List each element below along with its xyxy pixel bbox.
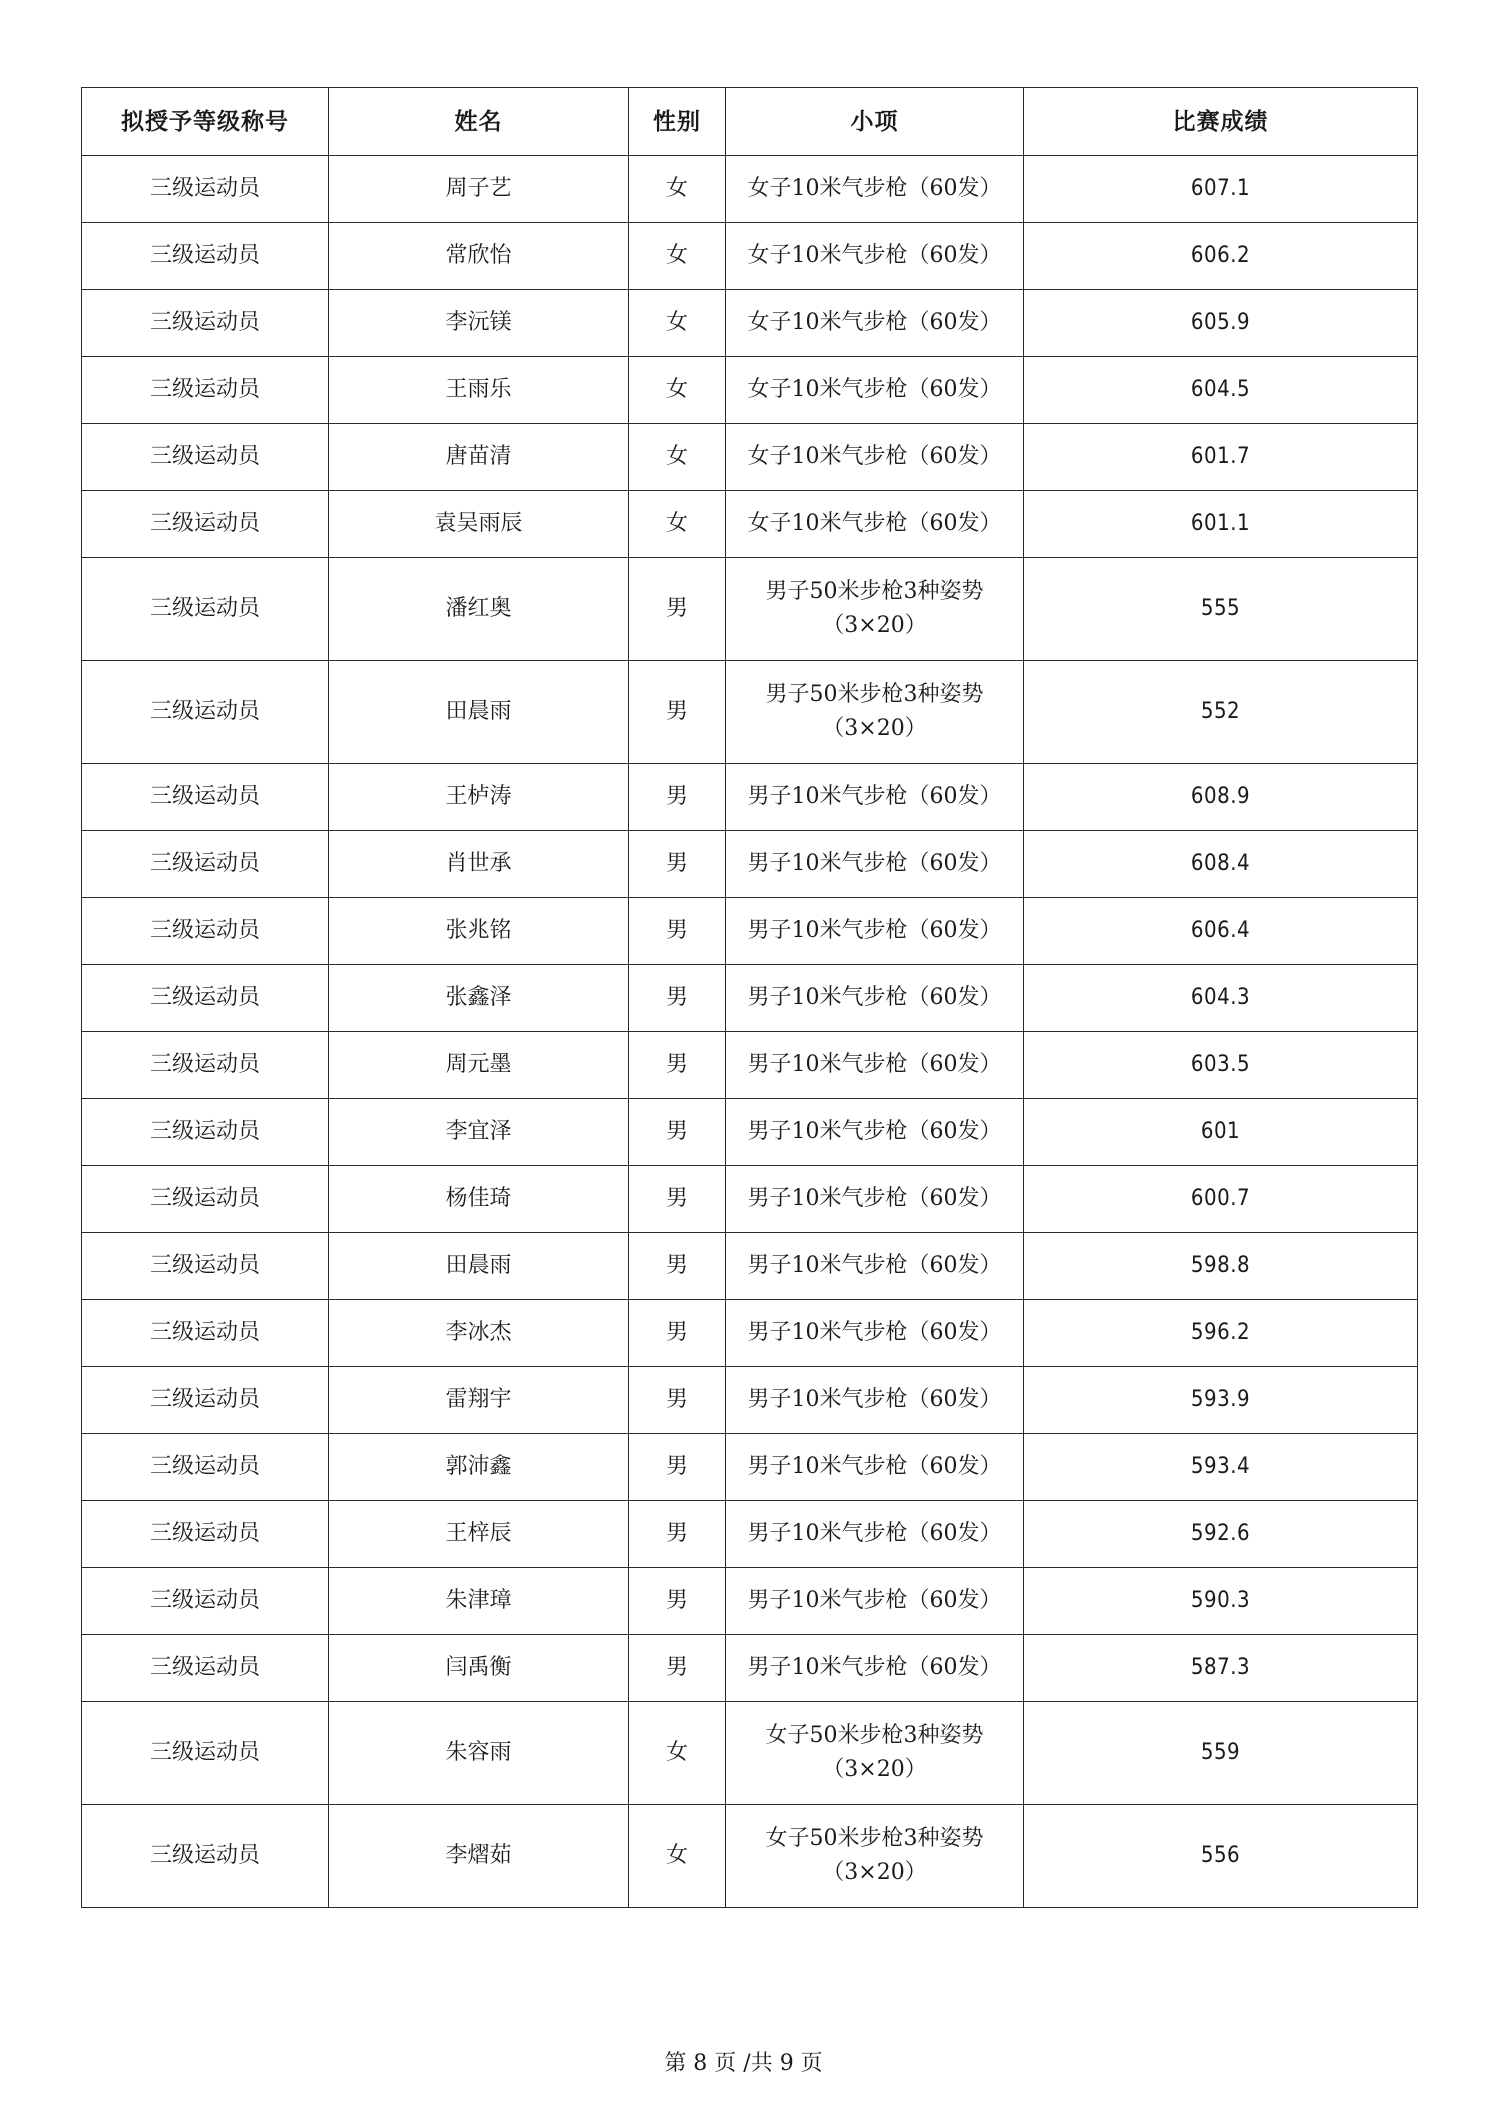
table-row xyxy=(82,357,1418,424)
cell-event xyxy=(726,156,1024,223)
cell-name: 潘红奥 xyxy=(329,558,629,661)
event-line-1: 男子10米气步枪（60发） xyxy=(747,1119,1002,1144)
cell-event xyxy=(726,491,1024,558)
table-row xyxy=(82,558,1418,661)
table-row xyxy=(82,223,1418,290)
cell-event xyxy=(726,1166,1024,1233)
table-row xyxy=(82,831,1418,898)
cell-event xyxy=(726,1233,1024,1300)
event-line-1: 男子10米气步枪（60发） xyxy=(747,1454,1002,1479)
table-row xyxy=(82,1568,1418,1635)
cell-score: 600.7 xyxy=(1024,1166,1418,1233)
cell-score: 590.3 xyxy=(1024,1568,1418,1635)
cell-gender: 男 xyxy=(629,1434,726,1501)
cell-score: 604.3 xyxy=(1024,965,1418,1032)
cell-gender: 男 xyxy=(629,1032,726,1099)
cell-name: 李沅镁 xyxy=(329,290,629,357)
cell-score: 608.9 xyxy=(1024,764,1418,831)
cell-score: 592.6 xyxy=(1024,1501,1418,1568)
table-row xyxy=(82,1367,1418,1434)
event-line-1: 男子10米气步枪（60发） xyxy=(747,851,1002,876)
cell-event xyxy=(726,1501,1024,1568)
cell-gender: 男 xyxy=(629,1568,726,1635)
cell-gender: 女 xyxy=(629,290,726,357)
cell-gender: 男 xyxy=(629,831,726,898)
header-score: 比赛成绩 xyxy=(1024,88,1418,156)
table-row xyxy=(82,661,1418,764)
cell-level: 三级运动员 xyxy=(82,831,329,898)
cell-level: 三级运动员 xyxy=(82,898,329,965)
cell-event xyxy=(726,831,1024,898)
table-row xyxy=(82,1702,1418,1805)
table-row xyxy=(82,764,1418,831)
cell-event xyxy=(726,357,1024,424)
page-number: 第 8 页 /共 9 页 xyxy=(664,2051,823,2076)
cell-event xyxy=(726,223,1024,290)
event-line-1: 女子10米气步枪（60发） xyxy=(747,377,1002,402)
event-line-1: 男子10米气步枪（60发） xyxy=(747,1521,1002,1546)
cell-event xyxy=(726,1367,1024,1434)
cell-event xyxy=(726,290,1024,357)
cell-gender: 男 xyxy=(629,1300,726,1367)
cell-level: 三级运动员 xyxy=(82,1099,329,1166)
cell-name: 常欣怡 xyxy=(329,223,629,290)
cell-event xyxy=(726,1702,1024,1805)
table-row xyxy=(82,1501,1418,1568)
cell-event xyxy=(726,965,1024,1032)
event-line-1: 男子10米气步枪（60发） xyxy=(747,784,1002,809)
cell-name: 唐苗清 xyxy=(329,424,629,491)
cell-score: 593.4 xyxy=(1024,1434,1418,1501)
cell-name: 周子艺 xyxy=(329,156,629,223)
table-row xyxy=(82,965,1418,1032)
cell-level: 三级运动员 xyxy=(82,491,329,558)
table-row xyxy=(82,1233,1418,1300)
event-line-1: 女子50米步枪3种姿势 xyxy=(765,1723,984,1748)
table-body xyxy=(82,156,1418,1908)
table-row xyxy=(82,156,1418,223)
cell-score: 607.1 xyxy=(1024,156,1418,223)
cell-event xyxy=(726,1635,1024,1702)
cell-gender: 男 xyxy=(629,965,726,1032)
cell-level: 三级运动员 xyxy=(82,1434,329,1501)
cell-event xyxy=(726,424,1024,491)
cell-level: 三级运动员 xyxy=(82,1635,329,1702)
cell-name: 周元墨 xyxy=(329,1032,629,1099)
event-line-1: 女子10米气步枪（60发） xyxy=(747,310,1002,335)
cell-gender: 女 xyxy=(629,491,726,558)
cell-name: 田晨雨 xyxy=(329,661,629,764)
event-line-2: （3×20） xyxy=(822,613,927,638)
cell-event xyxy=(726,898,1024,965)
cell-gender: 女 xyxy=(629,1702,726,1805)
cell-gender: 男 xyxy=(629,1635,726,1702)
cell-name: 张兆铭 xyxy=(329,898,629,965)
cell-name: 王雨乐 xyxy=(329,357,629,424)
cell-gender: 女 xyxy=(629,424,726,491)
cell-name: 袁吴雨辰 xyxy=(329,491,629,558)
table-row xyxy=(82,1032,1418,1099)
cell-gender: 女 xyxy=(629,223,726,290)
cell-gender: 男 xyxy=(629,1166,726,1233)
cell-score: 608.4 xyxy=(1024,831,1418,898)
table-row xyxy=(82,898,1418,965)
header-name: 姓名 xyxy=(329,88,629,156)
cell-name: 肖世承 xyxy=(329,831,629,898)
cell-event xyxy=(726,1300,1024,1367)
cell-event xyxy=(726,764,1024,831)
event-line-2: （3×20） xyxy=(822,1860,927,1885)
cell-name: 李熠茹 xyxy=(329,1805,629,1908)
event-line-1: 女子10米气步枪（60发） xyxy=(747,243,1002,268)
cell-level: 三级运动员 xyxy=(82,965,329,1032)
cell-gender: 男 xyxy=(629,1501,726,1568)
event-line-1: 男子10米气步枪（60发） xyxy=(747,1588,1002,1613)
cell-gender: 男 xyxy=(629,558,726,661)
cell-level: 三级运动员 xyxy=(82,1805,329,1908)
event-line-2: （3×20） xyxy=(822,716,927,741)
event-line-1: 女子10米气步枪（60发） xyxy=(747,511,1002,536)
cell-name: 朱容雨 xyxy=(329,1702,629,1805)
cell-level: 三级运动员 xyxy=(82,1032,329,1099)
cell-name: 李冰杰 xyxy=(329,1300,629,1367)
cell-level: 三级运动员 xyxy=(82,661,329,764)
cell-event xyxy=(726,558,1024,661)
cell-name: 田晨雨 xyxy=(329,1233,629,1300)
cell-gender: 女 xyxy=(629,357,726,424)
cell-level: 三级运动员 xyxy=(82,357,329,424)
cell-event xyxy=(726,1568,1024,1635)
table-row xyxy=(82,491,1418,558)
cell-level: 三级运动员 xyxy=(82,1233,329,1300)
cell-score: 587.3 xyxy=(1024,1635,1418,1702)
cell-score: 604.5 xyxy=(1024,357,1418,424)
header-level: 拟授予等级称号 xyxy=(82,88,329,156)
cell-score: 552 xyxy=(1024,661,1418,764)
cell-score: 606.4 xyxy=(1024,898,1418,965)
cell-level: 三级运动员 xyxy=(82,290,329,357)
cell-name: 王梓辰 xyxy=(329,1501,629,1568)
table-row xyxy=(82,1434,1418,1501)
cell-score: 598.8 xyxy=(1024,1233,1418,1300)
event-line-1: 男子10米气步枪（60发） xyxy=(747,1052,1002,1077)
event-line-1: 男子10米气步枪（60发） xyxy=(747,985,1002,1010)
cell-score: 559 xyxy=(1024,1702,1418,1805)
cell-score: 606.2 xyxy=(1024,223,1418,290)
event-line-1: 男子50米步枪3种姿势 xyxy=(765,579,984,604)
table-row xyxy=(82,1805,1418,1908)
cell-score: 556 xyxy=(1024,1805,1418,1908)
table-row xyxy=(82,1099,1418,1166)
cell-gender: 女 xyxy=(629,156,726,223)
event-line-1: 女子10米气步枪（60发） xyxy=(747,176,1002,201)
cell-name: 郭沛鑫 xyxy=(329,1434,629,1501)
athlete-grade-table xyxy=(81,87,1418,1908)
cell-level: 三级运动员 xyxy=(82,764,329,831)
cell-score: 601.1 xyxy=(1024,491,1418,558)
cell-name: 王栌涛 xyxy=(329,764,629,831)
event-line-1: 男子10米气步枪（60发） xyxy=(747,1655,1002,1680)
cell-level: 三级运动员 xyxy=(82,424,329,491)
event-line-1: 男子10米气步枪（60发） xyxy=(747,1253,1002,1278)
cell-level: 三级运动员 xyxy=(82,156,329,223)
header-gender: 性别 xyxy=(629,88,726,156)
cell-level: 三级运动员 xyxy=(82,1367,329,1434)
cell-level: 三级运动员 xyxy=(82,558,329,661)
cell-level: 三级运动员 xyxy=(82,1300,329,1367)
cell-event xyxy=(726,661,1024,764)
event-line-1: 男子10米气步枪（60发） xyxy=(747,918,1002,943)
cell-event xyxy=(726,1032,1024,1099)
table-row xyxy=(82,290,1418,357)
event-line-1: 男子10米气步枪（60发） xyxy=(747,1387,1002,1412)
event-line-1: 男子50米步枪3种姿势 xyxy=(765,682,984,707)
cell-name: 雷翔宇 xyxy=(329,1367,629,1434)
cell-score: 605.9 xyxy=(1024,290,1418,357)
cell-score: 603.5 xyxy=(1024,1032,1418,1099)
cell-score: 555 xyxy=(1024,558,1418,661)
event-line-1: 女子50米步枪3种姿势 xyxy=(765,1826,984,1851)
cell-event xyxy=(726,1805,1024,1908)
cell-gender: 女 xyxy=(629,1805,726,1908)
table-row xyxy=(82,1166,1418,1233)
cell-name: 张鑫泽 xyxy=(329,965,629,1032)
header-event: 小项 xyxy=(726,88,1024,156)
event-line-1: 男子10米气步枪（60发） xyxy=(747,1186,1002,1211)
cell-level: 三级运动员 xyxy=(82,223,329,290)
cell-score: 593.9 xyxy=(1024,1367,1418,1434)
cell-name: 李宜泽 xyxy=(329,1099,629,1166)
cell-gender: 男 xyxy=(629,1099,726,1166)
cell-level: 三级运动员 xyxy=(82,1702,329,1805)
cell-level: 三级运动员 xyxy=(82,1166,329,1233)
cell-event xyxy=(726,1099,1024,1166)
table-row xyxy=(82,424,1418,491)
table-row xyxy=(82,1300,1418,1367)
table-row xyxy=(82,1635,1418,1702)
cell-score: 601 xyxy=(1024,1099,1418,1166)
cell-gender: 男 xyxy=(629,1367,726,1434)
cell-event xyxy=(726,1434,1024,1501)
cell-name: 朱津璋 xyxy=(329,1568,629,1635)
table-header-row xyxy=(82,88,1418,156)
cell-gender: 男 xyxy=(629,898,726,965)
event-line-1: 女子10米气步枪（60发） xyxy=(747,444,1002,469)
cell-name: 闫禹衡 xyxy=(329,1635,629,1702)
cell-gender: 男 xyxy=(629,1233,726,1300)
cell-level: 三级运动员 xyxy=(82,1501,329,1568)
event-line-1: 男子10米气步枪（60发） xyxy=(747,1320,1002,1345)
cell-score: 596.2 xyxy=(1024,1300,1418,1367)
cell-level: 三级运动员 xyxy=(82,1568,329,1635)
cell-score: 601.7 xyxy=(1024,424,1418,491)
cell-gender: 男 xyxy=(629,764,726,831)
event-line-2: （3×20） xyxy=(822,1757,927,1782)
cell-name: 杨佳琦 xyxy=(329,1166,629,1233)
cell-gender: 男 xyxy=(629,661,726,764)
